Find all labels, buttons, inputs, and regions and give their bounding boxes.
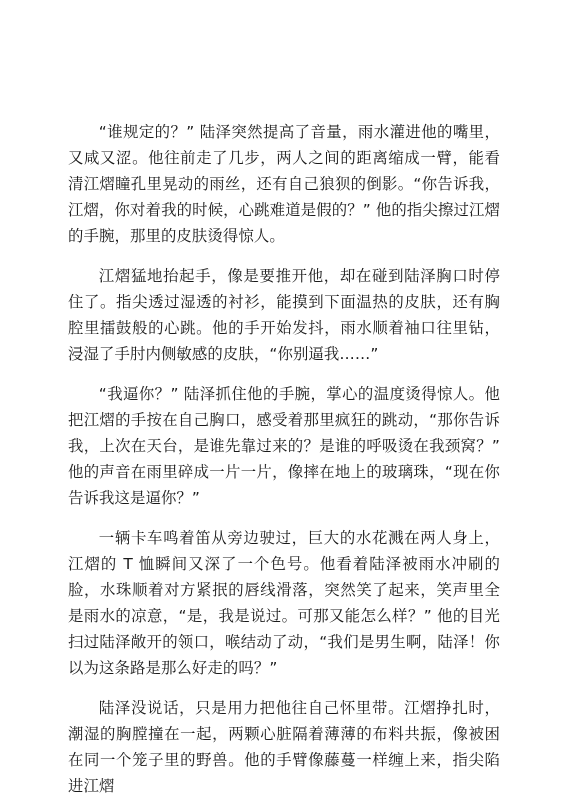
paragraph-3: “我逼你？” 陆泽抓住他的手腕，掌心的温度烫得惊人。他把江熠的手按在自己胸口，感受着那里疯狂的跳动，“那你告诉我，上次在天台，是谁先靠过来的？是谁的呼吸烫在我颈窝？” 他的声音在雨里碎成一片一片，像摔在地上的玻璃珠，“现在你告诉我这是逼你？” (68, 385, 500, 507)
paragraph-4: 一辆卡车鸣着笛从旁边驶过，巨大的水花溅在两人身上，江熠的 T 恤瞬间又深了一个色号。他看着陆泽被雨水冲刷的脸，水珠顺着对方紧抿的唇线滑落，突然笑了起来，笑声里全是雨水的凉意，“是，我是说过。可那又能怎么样？” 他的目光扫过陆泽敞开的领口，喉结动了动，“我们是男生啊，陆泽！你以为这条路是那么好走的吗？” (68, 529, 500, 677)
paragraph-5: 陆泽没说话，只是用力把他往自己怀里带。江熠挣扎时，潮湿的胸膛撞在一起，两颗心脏隔着薄薄的布料共振，像被困在同一个笼子里的野兽。他的手臂像藤蔓一样缠上来，指尖陷进江熠 (68, 699, 500, 795)
paragraph-2: 江熠猛地抬起手，像是要推开他，却在碰到陆泽胸口时停住了。指尖透过湿透的衬衫，能摸到下面温热的皮肤，还有胸腔里擂鼓般的心跳。他的手开始发抖，雨水顺着袖口往里钻，浸湿了手肘内侧敏感的皮肤，“你别逼我……” (68, 267, 500, 363)
paragraph-1: “谁规定的？” 陆泽突然提高了音量，雨水灌进他的嘴里，又咸又涩。他往前走了几步，两人之间的距离缩成一臂，能看清江熠瞳孔里晃动的雨丝，还有自己狼狈的倒影。“你告诉我，江熠，你对着我的时候，心跳难道是假的？” 他的指尖擦过江熠的手腕，那里的皮肤烫得惊人。 (68, 123, 500, 245)
